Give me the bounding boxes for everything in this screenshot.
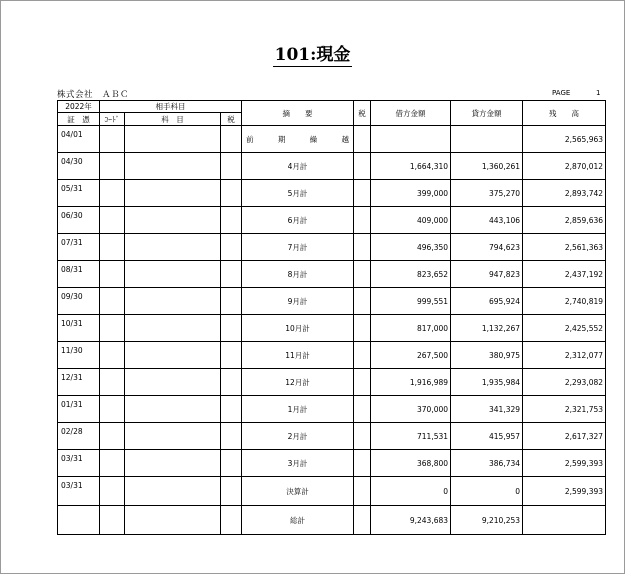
row-debit: 370,000: [371, 396, 451, 423]
row-tax: [354, 369, 371, 396]
row-code: [100, 126, 125, 153]
ledger-table: [57, 100, 606, 535]
row-tax-small: [221, 207, 242, 234]
row-account: [125, 477, 221, 506]
row-tax-small: [221, 288, 242, 315]
header-code: ｺｰﾄﾞ: [100, 113, 125, 126]
row-summary: 3月計: [242, 450, 354, 477]
row-account: [125, 342, 221, 369]
row-debit: 409,000: [371, 207, 451, 234]
row-account: [125, 288, 221, 315]
row-credit: 9,210,253: [451, 506, 523, 535]
row-debit: 711,531: [371, 423, 451, 450]
opening-label-char: 期: [277, 134, 286, 144]
row-tax-small: [221, 315, 242, 342]
header-balance: 残 高: [523, 101, 606, 126]
row-date: 12/31: [58, 369, 100, 396]
table-row: [58, 180, 606, 207]
row-date: 05/31: [58, 180, 100, 207]
header-account: 科 目: [125, 113, 221, 126]
row-summary: 11月計: [242, 342, 354, 369]
page-label: PAGE: [552, 89, 571, 97]
row-debit: 1,916,989: [371, 369, 451, 396]
row-date: 01/31: [58, 396, 100, 423]
row-balance: 2,870,012: [523, 153, 606, 180]
row-tax-small: [221, 506, 242, 535]
row-credit: 443,106: [451, 207, 523, 234]
row-summary: [242, 126, 354, 153]
row-balance: 2,565,963: [523, 126, 606, 153]
row-date: 10/31: [58, 315, 100, 342]
row-tax: [354, 396, 371, 423]
row-tax-small: [221, 396, 242, 423]
row-balance: 2,599,393: [523, 477, 606, 506]
row-summary: 9月計: [242, 288, 354, 315]
row-account: [125, 450, 221, 477]
row-tax-small: [221, 180, 242, 207]
row-date: 06/30: [58, 207, 100, 234]
row-code: [100, 180, 125, 207]
row-account: [125, 153, 221, 180]
table-row: [58, 315, 606, 342]
row-code: [100, 477, 125, 506]
row-tax-small: [221, 423, 242, 450]
row-debit: [371, 126, 451, 153]
row-credit: 695,924: [451, 288, 523, 315]
header-tax-small: 税: [221, 113, 242, 126]
row-account: [125, 369, 221, 396]
row-summary: 総計: [242, 506, 354, 535]
table-row: [58, 369, 606, 396]
row-date: 02/28: [58, 423, 100, 450]
row-debit: 817,000: [371, 315, 451, 342]
table-row: [58, 234, 606, 261]
row-code: [100, 450, 125, 477]
page-title-text: 101:現金: [274, 45, 351, 65]
table-row: [58, 506, 606, 535]
row-tax: [354, 207, 371, 234]
row-balance: 2,321,753: [523, 396, 606, 423]
table-row: [58, 153, 606, 180]
row-code: [100, 315, 125, 342]
row-account: [125, 207, 221, 234]
row-date: 04/01: [58, 126, 100, 153]
row-code: [100, 342, 125, 369]
row-tax-small: [221, 126, 242, 153]
row-debit: 823,652: [371, 261, 451, 288]
row-tax: [354, 450, 371, 477]
row-account: [125, 126, 221, 153]
row-tax: [354, 423, 371, 450]
row-date: 03/31: [58, 450, 100, 477]
row-credit: [451, 126, 523, 153]
row-balance: 2,437,192: [523, 261, 606, 288]
opening-label-char: 越: [341, 134, 349, 144]
row-tax-small: [221, 261, 242, 288]
row-summary: 7月計: [242, 234, 354, 261]
row-credit: 375,270: [451, 180, 523, 207]
row-code: [100, 369, 125, 396]
row-account: [125, 261, 221, 288]
row-debit: 496,350: [371, 234, 451, 261]
row-tax-small: [221, 234, 242, 261]
row-debit: 368,800: [371, 450, 451, 477]
table-row: [58, 261, 606, 288]
row-tax: [354, 126, 371, 153]
row-credit: 1,360,261: [451, 153, 523, 180]
row-tax: [354, 506, 371, 535]
opening-label-char: 前: [246, 134, 254, 144]
table-row: [58, 477, 606, 506]
row-summary: 8月計: [242, 261, 354, 288]
row-tax-small: [221, 153, 242, 180]
row-balance: 2,293,082: [523, 369, 606, 396]
opening-label-char: 繰: [309, 134, 318, 144]
row-credit: 0: [451, 477, 523, 506]
row-tax: [354, 288, 371, 315]
row-credit: 415,957: [451, 423, 523, 450]
row-balance: 2,740,819: [523, 288, 606, 315]
header-tax: 税: [354, 101, 371, 126]
page-title: [0, 40, 625, 65]
row-code: [100, 261, 125, 288]
table-row: [58, 126, 606, 153]
row-date: [58, 506, 100, 535]
row-date: 04/30: [58, 153, 100, 180]
header-summary: 摘 要: [242, 101, 354, 126]
row-date: 11/30: [58, 342, 100, 369]
row-debit: 267,500: [371, 342, 451, 369]
row-code: [100, 288, 125, 315]
row-code: [100, 506, 125, 535]
row-code: [100, 234, 125, 261]
row-account: [125, 423, 221, 450]
header-year: 2022年: [58, 101, 100, 113]
row-date: 03/31: [58, 477, 100, 506]
header-credit: 貸方金額: [451, 101, 523, 126]
company-name: 株式会社 ＡＢＣ: [57, 90, 130, 100]
row-date: 09/30: [58, 288, 100, 315]
row-debit: 399,000: [371, 180, 451, 207]
row-account: [125, 315, 221, 342]
table-row: [58, 396, 606, 423]
header-debit: 借方金額: [371, 101, 451, 126]
row-account: [125, 506, 221, 535]
row-account: [125, 396, 221, 423]
row-code: [100, 153, 125, 180]
row-tax: [354, 153, 371, 180]
row-code: [100, 423, 125, 450]
table-row: [58, 423, 606, 450]
row-credit: 947,823: [451, 261, 523, 288]
row-balance: 2,561,363: [523, 234, 606, 261]
row-credit: 386,734: [451, 450, 523, 477]
row-debit: 0: [371, 477, 451, 506]
row-balance: 2,312,077: [523, 342, 606, 369]
table-row: [58, 450, 606, 477]
row-balance: [523, 506, 606, 535]
row-account: [125, 234, 221, 261]
row-summary: 4月計: [242, 153, 354, 180]
row-tax-small: [221, 477, 242, 506]
row-credit: 341,329: [451, 396, 523, 423]
row-balance: 2,859,636: [523, 207, 606, 234]
row-credit: 380,975: [451, 342, 523, 369]
header-voucher: 証 憑: [58, 113, 100, 126]
row-tax-small: [221, 342, 242, 369]
row-balance: 2,617,327: [523, 423, 606, 450]
row-account: [125, 180, 221, 207]
row-summary: 10月計: [242, 315, 354, 342]
row-balance: 2,425,552: [523, 315, 606, 342]
row-tax: [354, 234, 371, 261]
row-debit: 9,243,683: [371, 506, 451, 535]
row-tax-small: [221, 369, 242, 396]
table-row: [58, 342, 606, 369]
row-credit: 794,623: [451, 234, 523, 261]
header-counter-account: 相手科目: [100, 101, 242, 113]
row-code: [100, 396, 125, 423]
row-credit: 1,935,984: [451, 369, 523, 396]
row-debit: 1,664,310: [371, 153, 451, 180]
row-summary: 6月計: [242, 207, 354, 234]
row-tax: [354, 261, 371, 288]
row-summary: 5月計: [242, 180, 354, 207]
table-row: [58, 207, 606, 234]
row-date: 07/31: [58, 234, 100, 261]
row-debit: 999,551: [371, 288, 451, 315]
opening-balance-label: [242, 134, 353, 145]
row-summary: 決算計: [242, 477, 354, 506]
page-number: 1: [596, 89, 601, 97]
row-summary: 2月計: [242, 423, 354, 450]
row-tax: [354, 180, 371, 207]
row-balance: 2,893,742: [523, 180, 606, 207]
row-tax: [354, 315, 371, 342]
row-code: [100, 207, 125, 234]
row-summary: 12月計: [242, 369, 354, 396]
row-credit: 1,132,267: [451, 315, 523, 342]
header-row-1: [58, 101, 606, 113]
row-summary: 1月計: [242, 396, 354, 423]
row-balance: 2,599,393: [523, 450, 606, 477]
row-tax: [354, 477, 371, 506]
row-tax: [354, 342, 371, 369]
table-row: [58, 288, 606, 315]
row-date: 08/31: [58, 261, 100, 288]
row-tax-small: [221, 450, 242, 477]
